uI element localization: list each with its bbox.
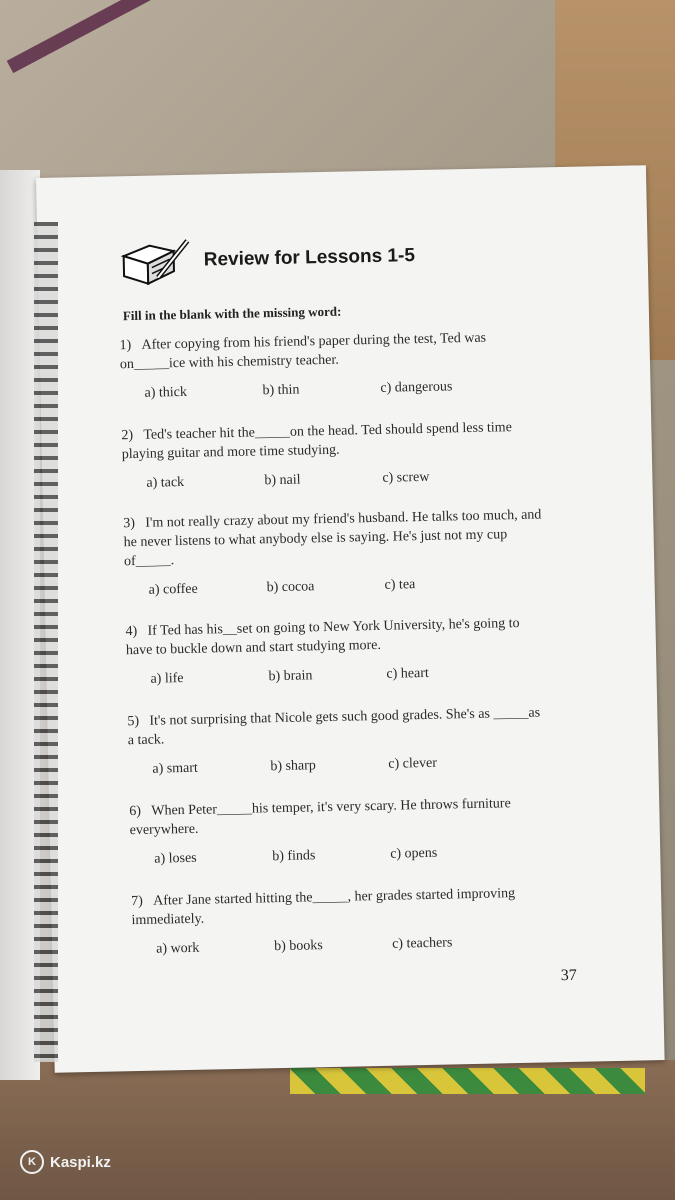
page-header	[119, 232, 415, 286]
option-a: a) loses	[154, 850, 197, 867]
question-5: 5) It's not surprising that Nicole gets such good grades. She's as _____as a tack. a) smart b) sharp c) clever	[127, 705, 541, 777]
question-3: 3) I'm not really crazy about my friend's husband. He talks too much, and he never listens to what anybody else is saying. He's just not my cup of_____. a) coffee b) cocoa c) tea	[123, 507, 542, 598]
option-c: c) tea	[384, 577, 416, 593]
question-2: 2) Ted's teacher hit the_____on the head. Ted should spend less time playing guitar and more time studying. a) tack b) nail c) screw	[121, 420, 512, 491]
page-title: Review for Lessons 1-5	[203, 245, 416, 271]
option-c: c) heart	[386, 665, 429, 682]
page-number: 37	[560, 966, 577, 985]
question-4: 4) If Ted has his__set on going to New York University, he's going to have to buckle down and start studying more. a) life b) brain c) heart	[125, 615, 520, 687]
option-c: c) opens	[390, 845, 438, 862]
question-7: 7) After Jane started hitting the_____, her grades started improving immediately. a) work b) books c) teachers	[131, 886, 516, 957]
option-b: b) finds	[272, 848, 316, 865]
instructions: Fill in the blank with the missing word:	[122, 303, 342, 324]
pencil-notebook-icon	[119, 237, 192, 286]
question-1: 1) After copying from his friend's paper during the test, Ted was on_____ice with his chemistry teacher. a) thick b) thin c) dangerous	[119, 327, 540, 403]
option-c: c) dangerous	[380, 379, 453, 396]
option-b: b) sharp	[270, 758, 317, 775]
option-c: c) teachers	[391, 935, 453, 952]
option-a: a) tack	[146, 474, 185, 491]
kaspi-watermark	[20, 1150, 111, 1174]
option-a: a) coffee	[148, 581, 198, 598]
striped-tape	[290, 1068, 645, 1094]
option-b: b) thin	[262, 382, 300, 399]
option-b: b) brain	[268, 668, 313, 685]
option-a: a) thick	[144, 384, 188, 401]
question-6: 6) When Peter_____his temper, it's very scary. He throws furniture everywhere. a) loses b) finds c) opens	[129, 796, 511, 867]
option-b: b) books	[273, 938, 323, 955]
option-a: a) work	[156, 940, 200, 957]
spiral-binding	[34, 222, 58, 1062]
option-c: c) clever	[388, 755, 438, 772]
option-c: c) screw	[382, 469, 430, 486]
option-b: b) nail	[264, 472, 301, 489]
option-a: a) life	[150, 671, 184, 687]
option-b: b) cocoa	[266, 579, 315, 596]
kaspi-logo-icon: K	[20, 1150, 44, 1174]
carpet-stripe	[7, 0, 252, 73]
workbook-page	[36, 165, 665, 1073]
option-a: a) smart	[152, 760, 199, 777]
watermark-text: Kaspi.kz	[50, 1153, 111, 1171]
